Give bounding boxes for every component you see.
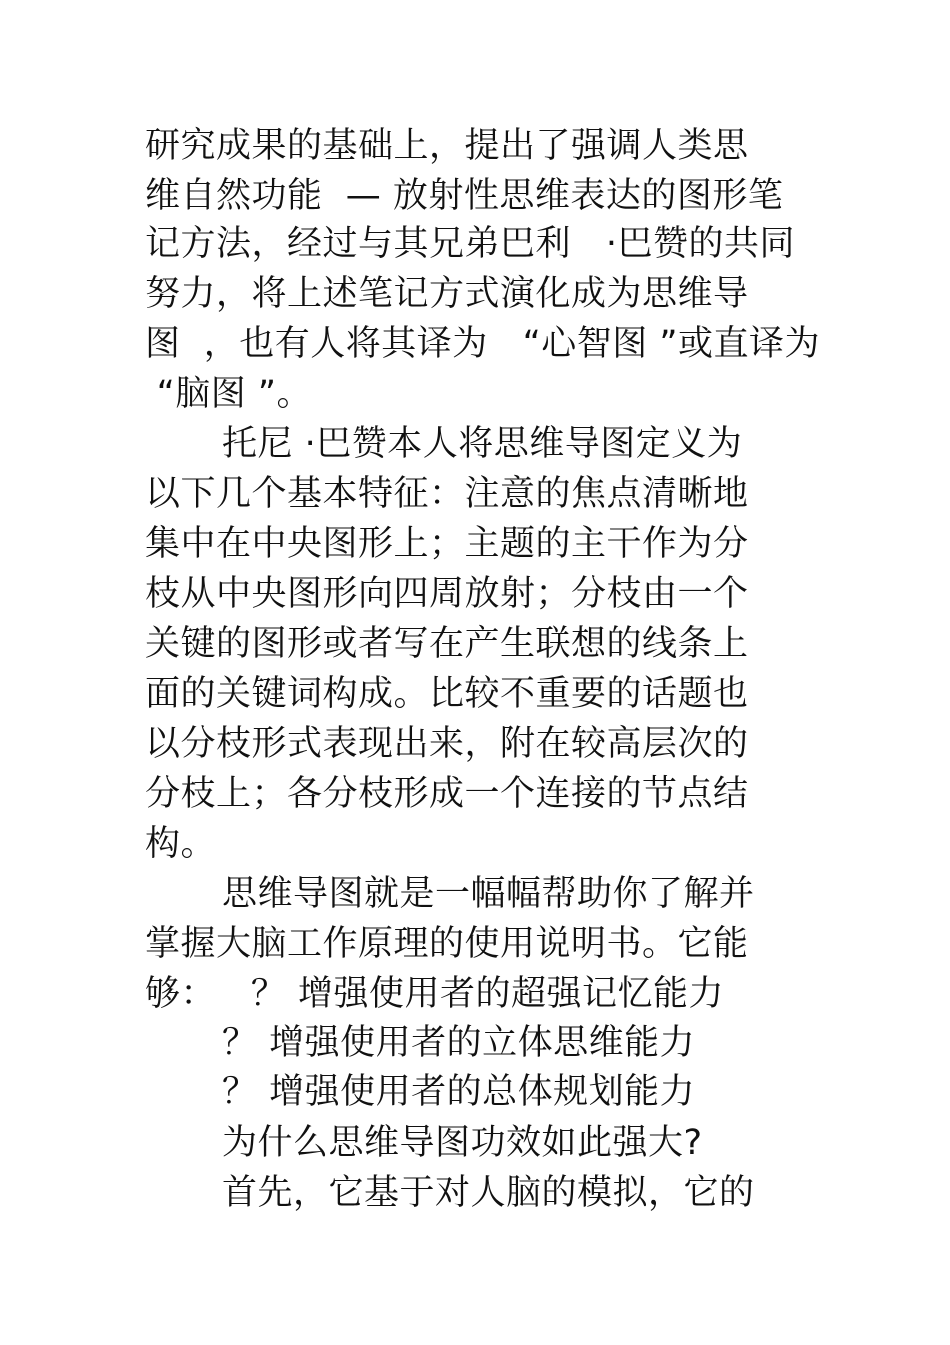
text-line: 以下几个基本特征：注意的焦点清晰地 [145, 474, 749, 514]
text-line: 掌握大脑工作原理的使用说明书。它能 [145, 924, 749, 964]
text-line: 分枝上；各分枝形成一个连接的节点结 [145, 774, 749, 814]
text-line: 构。 [145, 824, 217, 864]
text-line: 以分枝形式表现出来，附在较高层次的 [145, 724, 749, 764]
paragraph-first-line: 思维导图就是一幅幅帮助你了解并 [222, 874, 755, 914]
text-line: 关键的图形或者写在产生联想的线条上 [145, 624, 749, 664]
paragraph-first-line: 为什么思维导图功效如此强大? [222, 1123, 703, 1163]
text-line: 维自然功能 — 放射性思维表达的图形笔 [145, 176, 784, 216]
text-line: 努力，将上述笔记方式演化成为思维导 [145, 274, 749, 314]
text-line: 够： ？ 增强使用者的超强记忆能力 [145, 974, 725, 1014]
text-line: 枝从中央图形向四周放射；分枝由一个 [145, 574, 749, 614]
text-line: 记方法，经过与其兄弟巴利 ·巴赞的共同 [145, 224, 796, 264]
text-line: 研究成果的基础上，提出了强调人类思 [145, 126, 749, 166]
paragraph-first-line: 首先，它基于对人脑的模拟，它的 [222, 1173, 755, 1213]
bullet-line: ？ 增强使用者的总体规划能力 [222, 1072, 696, 1112]
text-line: 图 ，也有人将其译为 “心智图 ”或直译为 [145, 324, 821, 364]
text-line: 面的关键词构成。比较不重要的话题也 [145, 674, 749, 714]
text-line: 集中在中央图形上；主题的主干作为分 [145, 524, 749, 564]
text-line: “脑图 ”。 [145, 374, 313, 414]
paragraph-first-line: 托尼 ·巴赞本人将思维导图定义为 [222, 424, 743, 464]
bullet-line: ？ 增强使用者的立体思维能力 [222, 1023, 696, 1063]
